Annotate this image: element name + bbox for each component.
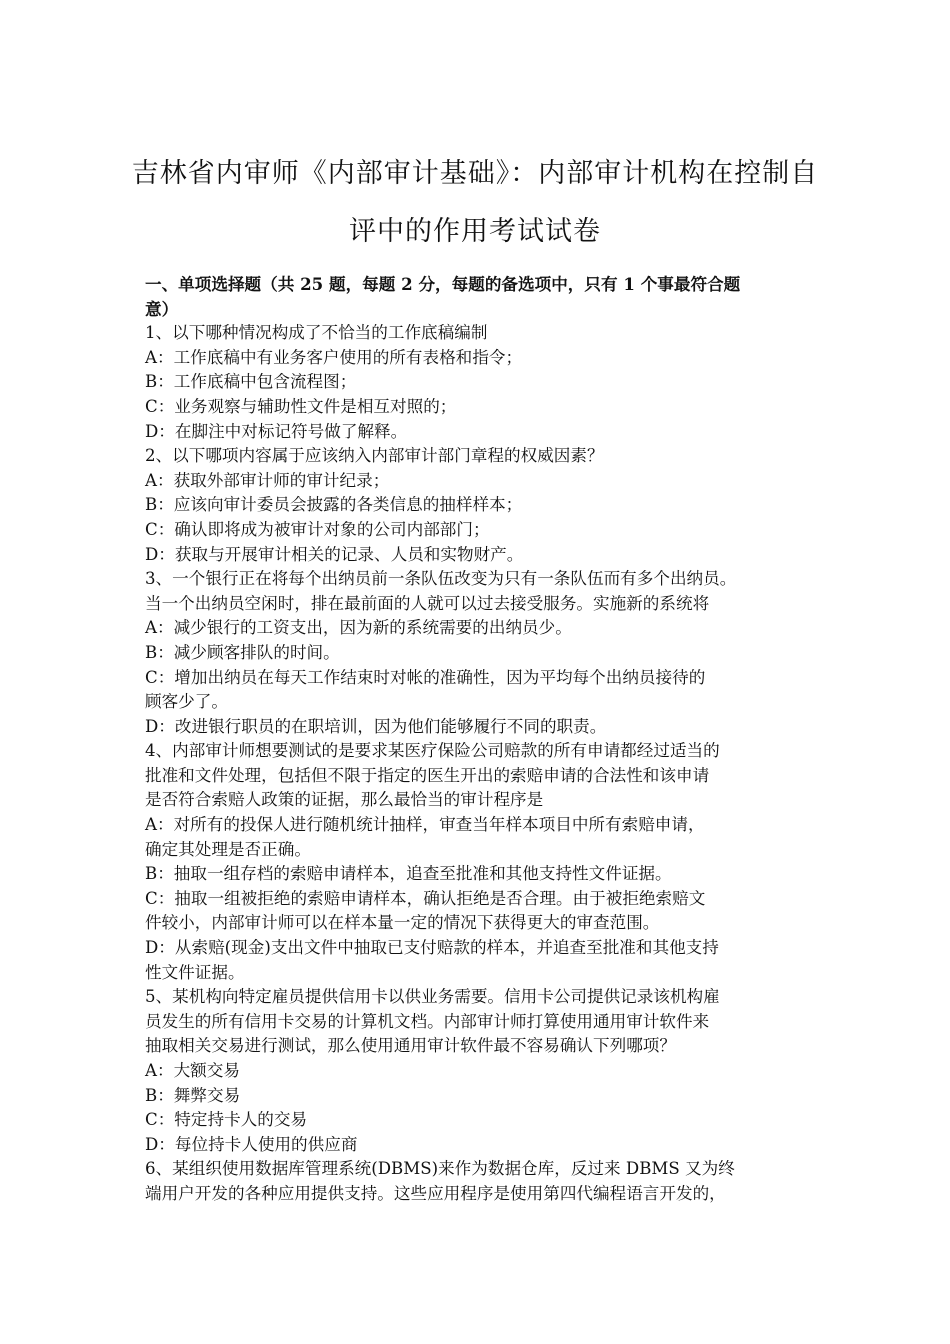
body-line: C：业务观察与辅助性文件是相互对照的；: [145, 396, 457, 416]
body-line: C：确认即将成为被审计对象的公司内部部门；: [145, 519, 490, 539]
body-line: 批准和文件处理，包括但不限于指定的医生开出的索赔申请的合法性和该申请: [145, 765, 710, 785]
section-heading-line: 意）: [145, 298, 179, 319]
body-line: 顾客少了。: [145, 692, 228, 712]
body-line: 5、某机构向特定雇员提供信用卡以供业务需要。信用卡公司提供记录该机构雇: [145, 987, 720, 1007]
body-line: 6、某组织使用数据库管理系统(DBMS)来作为数据仓库，反过来 DBMS 又为终: [145, 1159, 735, 1179]
body-line: C：抽取一组被拒绝的索赔申请样本，确认拒绝是否合理。由于被拒绝索赔文: [145, 888, 706, 908]
body-line: 1、以下哪种情况构成了不恰当的工作底稿编制: [145, 323, 488, 343]
body-line: D：改进银行职员的在职培训，因为他们能够履行不同的职责。: [145, 716, 607, 736]
body-line: 4、内部审计师想要测试的是要求某医疗保险公司赔款的所有申请都经过适当的: [145, 741, 720, 761]
body-line: 件较小，内部审计师可以在样本量一定的情况下获得更大的审查范围。: [145, 913, 660, 933]
body-line: B：工作底稿中包含流程图；: [145, 372, 357, 392]
body-line: B：减少顾客排队的时间。: [145, 642, 340, 662]
body-line: D：每位持卡人使用的供应商: [145, 1134, 358, 1154]
body-line: 性文件证据。: [145, 962, 245, 982]
body-line: 员发生的所有信用卡交易的计算机文档。内部审计师打算使用通用审计软件来: [145, 1011, 710, 1031]
body-line: B：舞弊交易: [145, 1085, 241, 1105]
body-line: C：增加出纳员在每天工作结束时对帐的准确性，因为平均每个出纳员接待的: [145, 667, 706, 687]
body-line: A：工作底稿中有业务客户使用的所有表格和指令；: [145, 347, 523, 367]
body-line: A：大额交易: [145, 1061, 240, 1080]
body-line: 端用户开发的各种应用提供支持。这些应用程序是使用第四代编程语言开发的，: [145, 1183, 726, 1203]
body-line: B：应该向审计委员会披露的各类信息的抽样样本；: [145, 495, 523, 515]
body-line: 2、以下哪项内容属于应该纳入内部审计部门章程的权威因素？: [145, 446, 604, 466]
body-line: A：减少银行的工资支出，因为新的系统需要的出纳员少。: [145, 618, 572, 638]
body-line: B：抽取一组存档的索赔申请样本，追查至批准和其他支持性文件证据。: [145, 864, 672, 884]
title-line: 吉林省内审师《内部审计基础》：内部审计机构在控制自: [131, 158, 819, 189]
body-line: 是否符合索赔人政策的证据，那么最恰当的审计程序是: [145, 790, 544, 810]
document-title: [130, 145, 820, 261]
title-line: 评中的作用考试试卷: [349, 216, 601, 247]
question-list: [145, 321, 817, 1206]
section-heading: [145, 272, 817, 321]
body-line: 当一个出纳员空闲时，排在最前面的人就可以过去接受服务。实施新的系统将: [145, 593, 710, 613]
body-line: D：从索赔(现金)支出文件中抽取已支付赔款的样本，并追查至批准和其他支持: [145, 938, 719, 958]
document-body: [145, 272, 817, 1207]
body-line: 确定其处理是否正确。: [145, 839, 311, 859]
body-line: A：获取外部审计师的审计纪录；: [145, 470, 390, 490]
body-line: C：特定持卡人的交易: [145, 1110, 308, 1130]
section-heading-line: 一、单项选择题（共 25 题，每题 2 分，每题的备选项中，只有 1 个事最符合题: [145, 274, 741, 294]
body-line: 3、一个银行正在将每个出纳员前一条队伍改变为只有一条队伍而有多个出纳员。: [145, 569, 737, 589]
body-line: 抽取相关交易进行测试，那么使用通用审计软件最不容易确认下列哪项？: [145, 1036, 676, 1056]
body-line: D：获取与开展审计相关的记录、人员和实物财产。: [145, 544, 524, 564]
body-line: D：在脚注中对标记符号做了解释。: [145, 421, 408, 441]
body-line: A：对所有的投保人进行随机统计抽样，审查当年样本项目中所有索赔申请，: [145, 815, 705, 835]
